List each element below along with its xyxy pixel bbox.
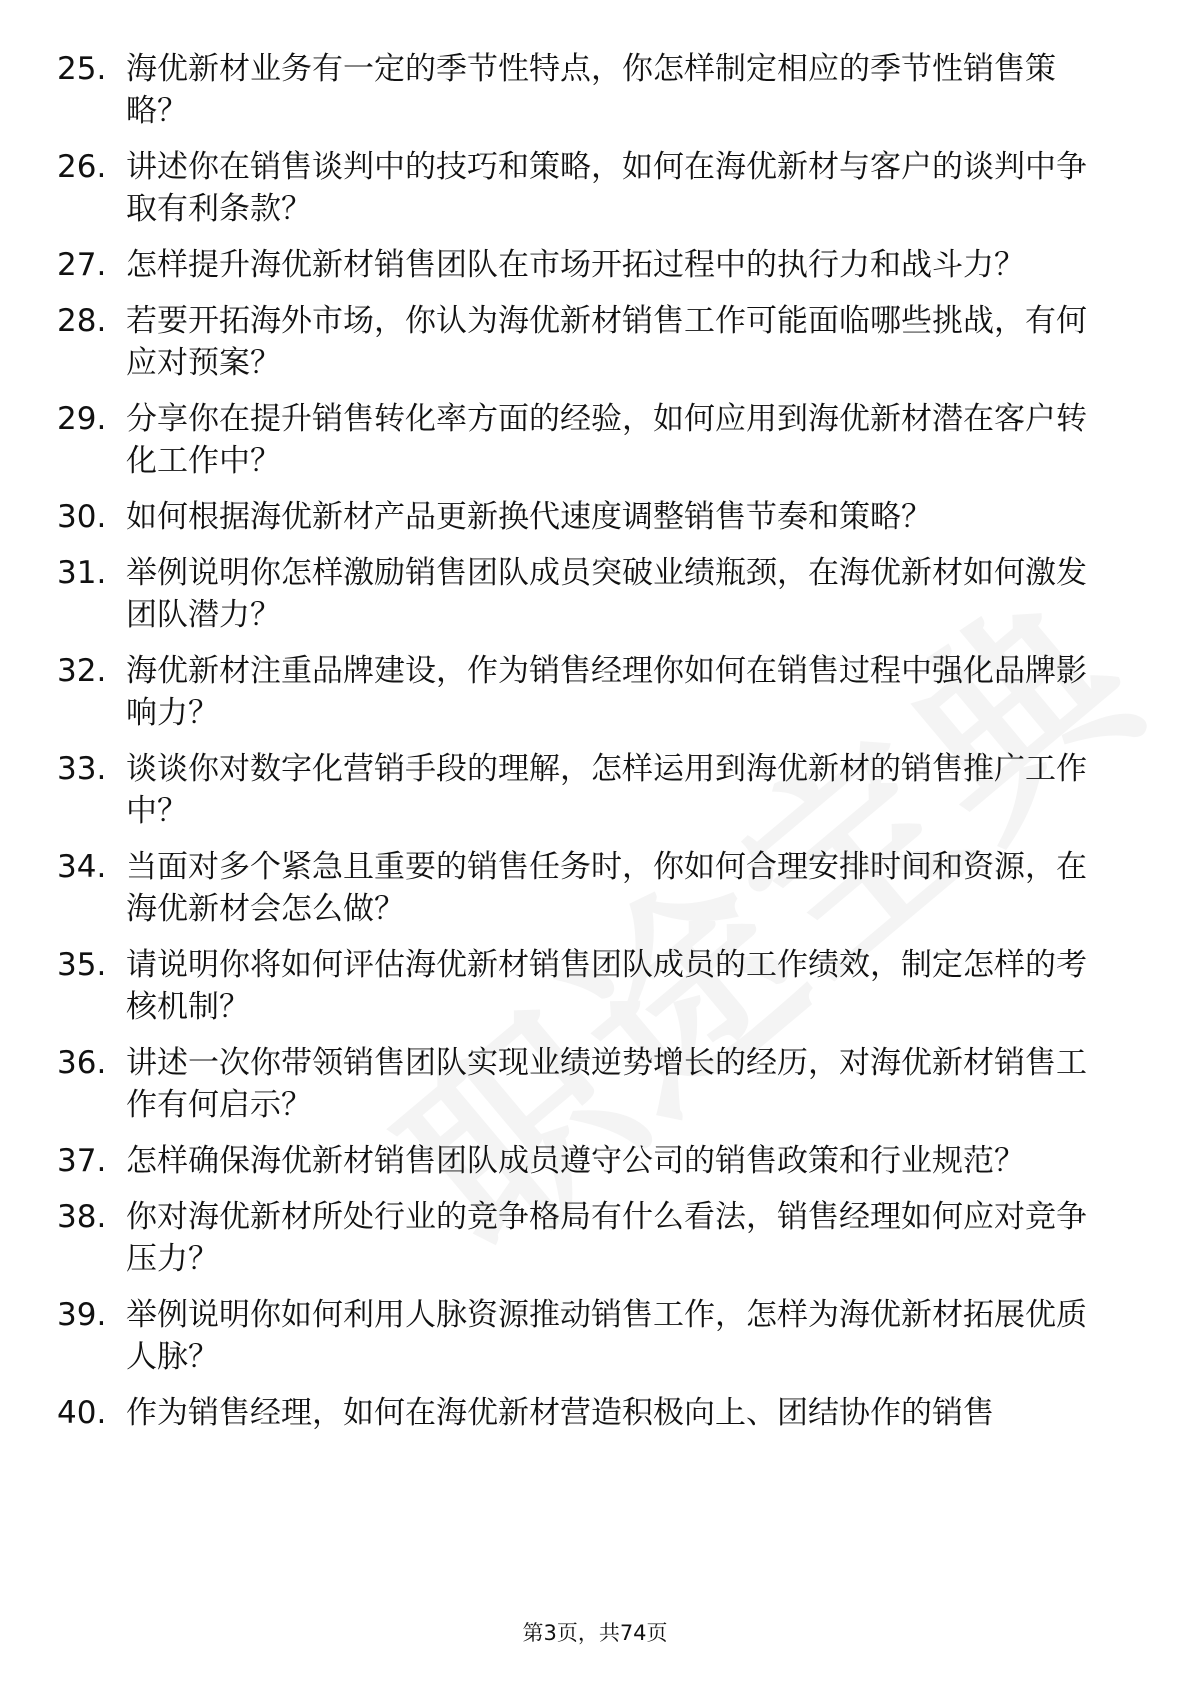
question-item (57, 244, 1117, 286)
question-text: 海优新材业务有一定的季节性特点，你怎样制定相应的季节性销售策略？ (126, 51, 1056, 129)
question-item (57, 300, 1117, 384)
question-item (57, 1294, 1117, 1378)
question-text: 讲述你在销售谈判中的技巧和策略，如何在海优新材与客户的谈判中争取有利条款？ (126, 149, 1087, 227)
question-text: 如何根据海优新材产品更新换代速度调整销售节奏和策略？ (126, 499, 932, 535)
question-item (57, 552, 1117, 636)
question-number: 28. (57, 303, 107, 339)
question-text: 请说明你将如何评估海优新材销售团队成员的工作绩效，制定怎样的考核机制？ (126, 947, 1087, 1025)
question-item (57, 48, 1117, 132)
question-item (57, 1196, 1117, 1280)
question-number: 36. (57, 1045, 107, 1081)
question-number: 33. (57, 751, 107, 787)
question-number: 25. (57, 51, 107, 87)
question-item (57, 496, 1117, 538)
question-number: 27. (57, 247, 107, 283)
question-number: 39. (57, 1297, 107, 1333)
question-text: 讲述一次你带领销售团队实现业绩逆势增长的经历，对海优新材销售工作有何启示？ (126, 1045, 1087, 1123)
question-item (57, 650, 1117, 734)
question-item (57, 1392, 1117, 1434)
question-item (57, 1140, 1117, 1182)
question-item (57, 748, 1117, 832)
question-item (57, 944, 1117, 1028)
question-number: 40. (57, 1395, 107, 1431)
question-number: 32. (57, 653, 107, 689)
question-text: 分享你在提升销售转化率方面的经验，如何应用到海优新材潜在客户转化工作中？ (126, 401, 1087, 479)
question-number: 31. (57, 555, 107, 591)
question-number: 30. (57, 499, 107, 535)
question-item (57, 1042, 1117, 1126)
question-text: 怎样提升海优新材销售团队在市场开拓过程中的执行力和战斗力？ (126, 247, 1025, 283)
question-number: 26. (57, 149, 107, 185)
question-text: 举例说明你如何利用人脉资源推动销售工作，怎样为海优新材拓展优质人脉？ (126, 1297, 1087, 1375)
question-text: 海优新材注重品牌建设，作为销售经理你如何在销售过程中强化品牌影响力？ (126, 653, 1087, 731)
question-number: 37. (57, 1143, 107, 1179)
question-text: 作为销售经理，如何在海优新材营造积极向上、团结协作的销售 (126, 1395, 994, 1431)
question-text: 若要开拓海外市场，你认为海优新材销售工作可能面临哪些挑战，有何应对预案？ (126, 303, 1087, 381)
question-number: 29. (57, 401, 107, 437)
page-number-label: 第3页，共74页 (522, 1621, 668, 1645)
question-item (57, 846, 1117, 930)
question-number: 35. (57, 947, 107, 983)
question-text: 举例说明你怎样激励销售团队成员突破业绩瓶颈，在海优新材如何激发团队潜力？ (126, 555, 1087, 633)
page-footer (0, 1619, 1190, 1647)
question-number: 38. (57, 1199, 107, 1235)
question-text: 怎样确保海优新材销售团队成员遵守公司的销售政策和行业规范？ (126, 1143, 1025, 1179)
question-item (57, 398, 1117, 482)
question-item (57, 146, 1117, 230)
question-list (57, 48, 1117, 1448)
question-text: 谈谈你对数字化营销手段的理解，怎样运用到海优新材的销售推广工作中？ (126, 751, 1087, 829)
question-text: 你对海优新材所处行业的竞争格局有什么看法，销售经理如何应对竞争压力？ (126, 1199, 1087, 1277)
question-number: 34. (57, 849, 107, 885)
question-text: 当面对多个紧急且重要的销售任务时，你如何合理安排时间和资源，在海优新材会怎么做？ (126, 849, 1087, 927)
